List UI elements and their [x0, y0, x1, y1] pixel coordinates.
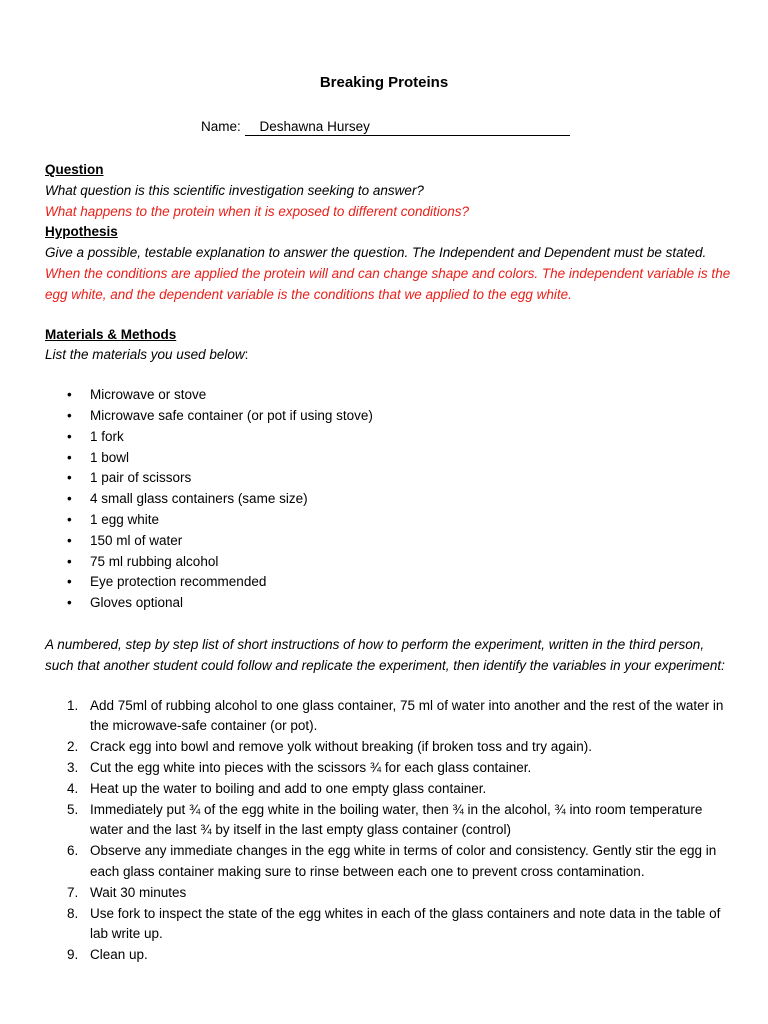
step-text: Heat up the water to boiling and add to one empty glass container.	[90, 780, 487, 796]
step-number: 5.	[67, 801, 79, 817]
step-number: 2.	[67, 739, 79, 755]
list-item: • 1 egg white	[45, 510, 735, 531]
step-text: Clean up.	[90, 947, 148, 963]
list-item: • 150 ml of water	[45, 531, 735, 552]
list-item: • 1 pair of scissors	[45, 468, 735, 489]
materials-prompt-row	[45, 345, 735, 366]
document-body	[45, 160, 735, 966]
list-item: • 1 bowl	[45, 448, 735, 469]
step-text: Immediately put ¾ of the egg white in the boiling water, then ¾ in the alcohol, ¾ into room temperature water and the last ¾ by itself in the last empty glass container (control)	[90, 801, 703, 838]
list-item	[45, 758, 735, 779]
hypothesis-answer: When the conditions are applied the protein will and can change shape and colors. The independent variable is the egg white, and the dependent variable is the conditions that we applied to the egg white.	[45, 265, 731, 302]
list-item	[45, 696, 735, 738]
step-number: 8.	[67, 905, 79, 921]
step-number: 4.	[67, 780, 79, 796]
list-item: • Microwave or stove	[45, 385, 735, 406]
question-answer: What happens to the protein when it is exposed to different conditions?	[45, 203, 470, 219]
list-item: • 4 small glass containers (same size)	[45, 489, 735, 510]
list-item: • 1 fork	[45, 427, 735, 448]
materials-heading: Materials & Methods	[45, 326, 177, 342]
step-number: 1.	[67, 697, 79, 713]
list-item	[45, 779, 735, 800]
list-item: • 75 ml rubbing alcohol	[45, 552, 735, 573]
name-row	[201, 119, 570, 136]
step-text: Crack egg into bowl and remove yolk without breaking (if broken toss and try again).	[90, 739, 593, 755]
name-label: Name:	[201, 119, 241, 134]
list-item	[45, 841, 735, 883]
materials-list	[45, 385, 735, 614]
name-field[interactable]: Deshawna Hursey	[245, 119, 570, 136]
step-text: Add 75ml of rubbing alcohol to one glass container, 75 ml of water into another and the rest of the water in the microwave-safe container (or pot).	[90, 697, 724, 734]
step-number: 7.	[67, 884, 79, 900]
list-item: • Microwave safe container (or pot if using stove)	[45, 406, 735, 427]
page-title: Breaking Proteins	[319, 74, 449, 91]
list-item: • Eye protection recommended	[45, 572, 735, 593]
step-number: 3.	[67, 759, 79, 775]
list-item	[45, 737, 735, 758]
materials-prompt: List the materials you used below	[45, 347, 245, 363]
step-text: Observe any immediate changes in the egg white in terms of color and consistency. Gently stir the egg in each glass container making sure to rinse between each one to prevent cross contamination.	[90, 843, 717, 879]
list-item	[45, 800, 735, 842]
question-prompt: What question is this scientific investigation seeking to answer?	[45, 182, 424, 198]
hypothesis-prompt: Give a possible, testable explanation to answer the question. The Independent and Dependent must be stated.	[45, 245, 707, 261]
step-text: Cut the egg white into pieces with the scissors ¾ for each glass container.	[90, 759, 532, 775]
list-item	[45, 904, 735, 946]
materials-prompt-colon: :	[244, 347, 249, 363]
hypothesis-heading: Hypothesis	[45, 224, 118, 240]
question-heading: Question	[45, 162, 104, 177]
procedure-prompt: A numbered, step by step list of short instructions of how to perform the experiment, written in the third person, such that another student could follow and replicate the experiment, then identify the variables in your experiment:	[45, 636, 725, 673]
step-number: 6.	[67, 843, 79, 859]
step-text: Use fork to inspect the state of the egg whites in each of the glass containers and note data in the table of lab write up.	[90, 905, 721, 942]
step-number: 9.	[67, 947, 79, 963]
procedure-steps	[45, 696, 735, 966]
step-text: Wait 30 minutes	[90, 884, 187, 900]
list-item: • Gloves optional	[45, 593, 735, 614]
list-item	[45, 883, 735, 904]
list-item	[45, 945, 735, 966]
